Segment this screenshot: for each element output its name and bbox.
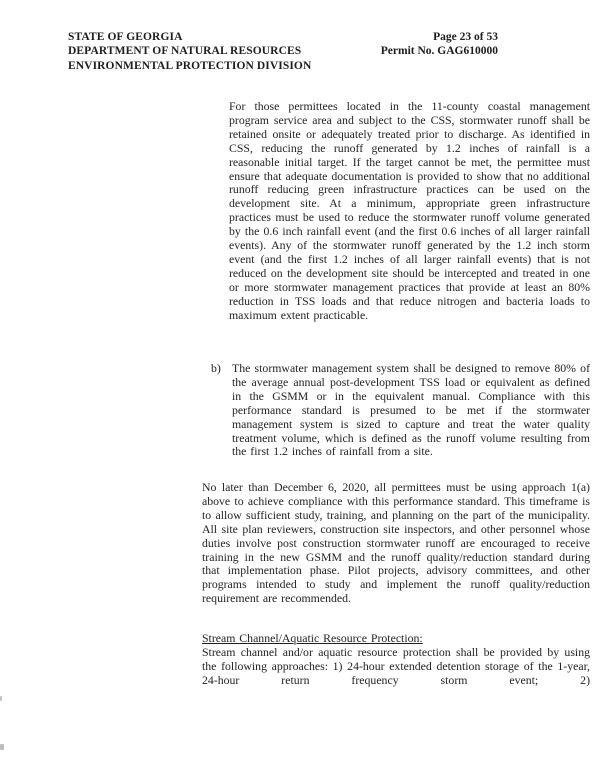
stream-protection-section xyxy=(202,632,590,688)
list-item-b-text: The stormwater management system shall be designed to remove 80% of the average annual post-development TSS load or equivalent as defined in the GSMM or in the equivalent manual. Compliance with this performance standard is presumed to be met if the stormwater management system is sized to capture and treat the water quality treatment volume, which is defined as the runoff volume resulting from the first 1.2 inches of rainfall from a site. xyxy=(232,361,590,459)
page-permit-header xyxy=(381,31,498,59)
list-item-b xyxy=(211,362,590,459)
agency-line-state: STATE OF GEORGIA xyxy=(68,31,183,43)
paragraph-item-a-continuation: For those permittees located in the 11-county coastal management program service area and subject to the CSS, stormwater runoff shall be retained onsite or adequately treated prior to discharge. As identified in CSS, reducing the runoff generated by 1.2 inches of rainfall is a reasonable initial target. If the target cannot be met, the permittee must ensure that adequate documentation is provided to show that no additional runoff reducing green infrastructure practices can be used on the development site. At a minimum, appropriate green infrastructure practices must be used to reduce the stormwater runoff volume generated by the 0.6 inch rainfall event (and the first 0.6 inches of all larger rainfall events). Any of the stormwater runoff generated by the 1.2 inch storm event (and the first 1.2 inches of all larger rainfall events) that is not reduced on the development site should be intercepted and treated in one or more stormwater management practices that provide at least an 80% reduction in TSS loads and that reduce nitrogen and bacteria loads to maximum extent practicable. xyxy=(229,99,590,322)
scan-artifact xyxy=(0,696,2,701)
agency-header xyxy=(68,30,311,73)
agency-line-department: DEPARTMENT OF NATURAL RESOURCES xyxy=(68,45,302,58)
page-number: Page 23 of 53 xyxy=(433,31,498,43)
section-heading: Stream Channel/Aquatic Resource Protection: xyxy=(202,631,423,645)
agency-line-division: ENVIRONMENTAL PROTECTION DIVISION xyxy=(68,59,312,72)
permit-number: Permit No. GAG610000 xyxy=(380,44,498,57)
paragraph-stream-protection: Stream channel and/or aquatic resource protection shall be provided by using the following approaches: 1) 24-hour extended detention storage of the 1-year, 24-hour return frequency storm event; 2) xyxy=(202,644,590,687)
list-item-b-marker: b) xyxy=(211,361,221,375)
scan-artifact xyxy=(0,744,4,750)
paragraph-deadline: No later than December 6, 2020, all permittees must be using approach 1(a) above to achieve compliance with this performance standard. This timeframe is to allow sufficient study, training, and planning on the part of the municipality. All site plan reviewers, construction site inspectors, and other personnel whose duties involve post construction stormwater runoff are encouraged to receive training in the new GSMM and the runoff quality/reduction standard during that implementation phase. Pilot projects, advisory committees, and other programs intended to study and implement the runoff quality/reduction requirement are recommended. xyxy=(202,480,590,606)
